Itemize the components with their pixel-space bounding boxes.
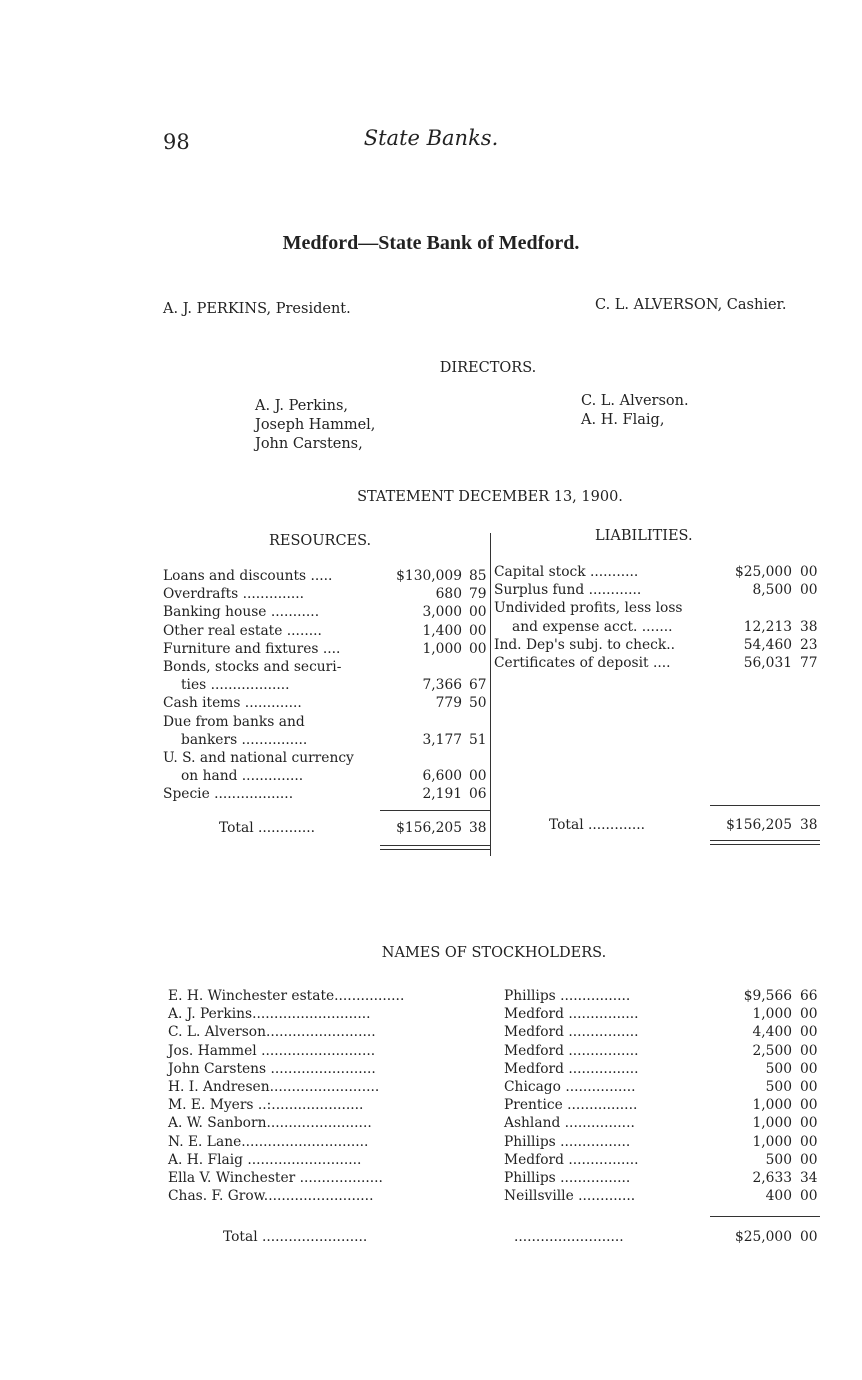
item-dollars: 2,633 <box>752 1170 792 1186</box>
item-label: Ella V. Winchester ................... <box>168 1170 383 1186</box>
item-dollars: 8,500 <box>752 582 792 599</box>
item-label: John Carstens ........................ <box>168 1060 376 1077</box>
item-dollars: 400 <box>765 1188 792 1205</box>
stockholder-row <box>0 988 862 1006</box>
director: John Carstens, <box>255 436 363 452</box>
liability-row <box>0 600 862 621</box>
director: A. J. Perkins, <box>255 398 349 414</box>
total-label: Total ............. <box>549 817 646 833</box>
item-dollars: 3,000 <box>422 604 462 621</box>
item-label: Overdrafts .............. <box>163 586 305 603</box>
item-label: bankers ............... <box>181 731 308 748</box>
item-cents: 00 <box>800 1097 818 1114</box>
item-town: Medford ................ <box>504 1042 639 1059</box>
item-dollars: 500 <box>765 1060 792 1077</box>
resource-row <box>0 677 862 695</box>
liabilities-double-rule <box>710 840 820 841</box>
total-label: Total ............. <box>219 820 316 836</box>
item-dollars: 1,000 <box>752 1006 792 1023</box>
item-dollars: 1,000 <box>752 1115 792 1132</box>
stockholder-row <box>0 1097 862 1115</box>
item-label: ties .................. <box>181 677 290 694</box>
item-cents: 85 <box>469 568 487 584</box>
item-label: Due from banks and <box>163 713 305 730</box>
item-dollars: 1,000 <box>752 1097 792 1114</box>
item-town: Phillips ................ <box>504 1170 631 1186</box>
liabilities-sum-rule <box>710 805 820 806</box>
item-town: Medford ................ <box>504 1060 639 1077</box>
item-cents: 66 <box>800 988 818 1004</box>
total-dollars: $156,205 <box>396 820 462 836</box>
item-dollars: $130,009 <box>396 568 462 584</box>
item-dollars: 1,400 <box>422 622 462 639</box>
item-cents: 23 <box>800 636 818 653</box>
running-head: State Banks. <box>363 126 499 150</box>
resource-row <box>0 750 862 768</box>
stockholder-row <box>0 1115 862 1133</box>
item-cents: 34 <box>800 1170 818 1186</box>
item-dollars: 6,600 <box>422 768 462 785</box>
page-number: 98 <box>163 130 190 154</box>
stockholder-row <box>0 1024 862 1042</box>
liability-row <box>0 655 862 673</box>
item-label: Chas. F. Grow......................... <box>168 1188 374 1205</box>
item-town: Prentice ................ <box>504 1097 638 1114</box>
total-cents: 38 <box>800 817 818 833</box>
resource-row <box>0 695 862 713</box>
statement-heading: STATEMENT DECEMBER 13, 1900. <box>357 489 623 505</box>
item-label: and expense acct. ....... <box>512 618 673 635</box>
item-cents: 00 <box>800 564 818 580</box>
item-cents: 00 <box>800 582 818 599</box>
item-cents: 77 <box>800 655 818 671</box>
item-cents: 00 <box>800 1115 818 1132</box>
stockholder-row <box>0 1170 862 1188</box>
item-label: Certificates of deposit .... <box>494 655 671 671</box>
bank-title: Medford—State Bank of Medford. <box>282 232 580 254</box>
total-dollars: $156,205 <box>726 817 792 833</box>
total-cents: 38 <box>469 820 487 836</box>
item-label: Ind. Dep's subj. to check.. <box>494 636 675 653</box>
item-cents: 51 <box>469 731 487 748</box>
item-town: Neillsville ............. <box>504 1188 636 1205</box>
total-label: Total ........................ <box>223 1229 368 1245</box>
item-label: A. H. Flaig .......................... <box>168 1151 362 1168</box>
item-label: Undivided profits, less loss <box>494 600 683 617</box>
resource-row <box>0 786 862 804</box>
resources-double-rule <box>380 849 490 850</box>
item-label: M. E. Myers ..:..................... <box>168 1097 364 1114</box>
item-dollars: 56,031 <box>743 655 792 671</box>
item-label: Bonds, stocks and securi- <box>163 659 342 675</box>
item-cents: 00 <box>800 1133 818 1150</box>
president: A. J. PERKINS, President. <box>163 301 351 317</box>
stockholder-row <box>0 1134 862 1152</box>
item-dollars: 1,000 <box>752 1133 792 1150</box>
item-cents: 00 <box>800 1006 818 1023</box>
resources-sum-rule <box>380 810 490 811</box>
item-label: C. L. Alverson......................... <box>168 1024 376 1041</box>
item-cents: 00 <box>469 768 487 785</box>
item-dollars: 680 <box>435 586 462 603</box>
item-dollars: $25,000 <box>734 564 792 580</box>
stockholders-sum-rule <box>710 1216 820 1217</box>
item-dollars: 7,366 <box>422 677 462 694</box>
stockholder-row <box>0 1188 862 1206</box>
item-label: A. W. Sanborn........................ <box>168 1115 372 1132</box>
item-label: Loans and discounts ..... <box>163 568 333 584</box>
item-town: Medford ................ <box>504 1024 639 1041</box>
item-town: Phillips ................ <box>504 988 631 1004</box>
item-cents: 79 <box>469 586 487 603</box>
item-label: Furniture and fixtures .... <box>163 640 341 657</box>
resource-row <box>0 768 862 786</box>
item-dollars: 54,460 <box>743 636 792 653</box>
stockholder-row <box>0 1043 862 1061</box>
total-dots: ......................... <box>514 1229 624 1245</box>
item-town: Chicago ................ <box>504 1079 636 1095</box>
item-label: E. H. Winchester estate................ <box>168 988 405 1004</box>
directors-left <box>255 397 375 454</box>
item-dollars: 2,500 <box>752 1042 792 1059</box>
item-town: Ashland ................ <box>504 1115 635 1132</box>
item-cents: 00 <box>800 1151 818 1168</box>
item-label: N. E. Lane............................. <box>168 1133 369 1150</box>
item-dollars: 4,400 <box>752 1024 792 1041</box>
stockholders-total <box>0 1229 862 1247</box>
directors-heading: DIRECTORS. <box>439 360 537 376</box>
item-label: Capital stock ........... <box>494 564 639 580</box>
item-label: Jos. Hammel .......................... <box>168 1042 376 1059</box>
item-cents: 50 <box>469 695 487 712</box>
item-label: A. J. Perkins........................... <box>168 1006 371 1023</box>
item-dollars: 3,177 <box>422 731 462 748</box>
item-label: U. S. and national currency <box>163 750 354 766</box>
cashier: C. L. ALVERSON, Cashier. <box>595 297 787 313</box>
liability-row <box>0 564 862 582</box>
total-dollars: $25,000 <box>734 1229 792 1245</box>
item-dollars: 500 <box>765 1079 792 1095</box>
item-dollars: 12,213 <box>743 618 792 635</box>
liability-row <box>0 637 862 655</box>
stockholders-heading: NAMES OF STOCKHOLDERS. <box>381 945 607 961</box>
liabilities-heading: LIABILITIES. <box>595 528 693 544</box>
item-town: Medford ................ <box>504 1006 639 1023</box>
item-dollars: 500 <box>765 1151 792 1168</box>
director: C. L. Alverson. <box>581 393 689 409</box>
item-label: Surplus fund ............ <box>494 582 642 599</box>
resource-row <box>0 714 862 732</box>
stockholder-row <box>0 1079 862 1097</box>
item-cents: 00 <box>800 1042 818 1059</box>
liabilities-double-rule <box>710 844 820 845</box>
item-cents: 00 <box>800 1024 818 1041</box>
item-label: Cash items ............. <box>163 695 302 712</box>
item-town: Medford ................ <box>504 1151 639 1168</box>
item-town: Phillips ................ <box>504 1133 631 1150</box>
item-dollars: 1,000 <box>422 640 462 657</box>
item-label: Specie .................. <box>163 786 294 803</box>
stockholder-row <box>0 1152 862 1170</box>
total-cents: 00 <box>800 1229 818 1245</box>
item-cents: 38 <box>800 618 818 635</box>
item-dollars: 2,191 <box>422 786 462 803</box>
item-cents: 00 <box>800 1060 818 1077</box>
stockholder-row <box>0 1006 862 1024</box>
item-cents: 00 <box>469 604 487 621</box>
resources-double-rule <box>380 845 490 846</box>
item-label: H. I. Andresen......................... <box>168 1079 380 1095</box>
directors-right <box>581 392 689 430</box>
item-cents: 00 <box>800 1188 818 1205</box>
item-label: Banking house ........... <box>163 604 320 621</box>
liability-row <box>0 582 862 603</box>
item-dollars: $9,566 <box>743 988 792 1004</box>
item-cents: 00 <box>469 622 487 639</box>
liability-row <box>0 619 862 637</box>
stockholder-row <box>0 1061 862 1079</box>
resource-row <box>0 732 862 750</box>
item-dollars: 779 <box>435 695 462 712</box>
resources-heading: RESOURCES. <box>269 533 372 549</box>
item-label: on hand .............. <box>181 768 304 785</box>
item-cents: 00 <box>800 1079 818 1095</box>
item-cents: 00 <box>469 640 487 657</box>
director: A. H. Flaig, <box>581 412 665 428</box>
item-cents: 06 <box>469 786 487 803</box>
director: Joseph Hammel, <box>255 417 376 433</box>
item-cents: 67 <box>469 677 487 694</box>
item-label: Other real estate ........ <box>163 622 322 639</box>
liabilities-total <box>0 817 862 835</box>
